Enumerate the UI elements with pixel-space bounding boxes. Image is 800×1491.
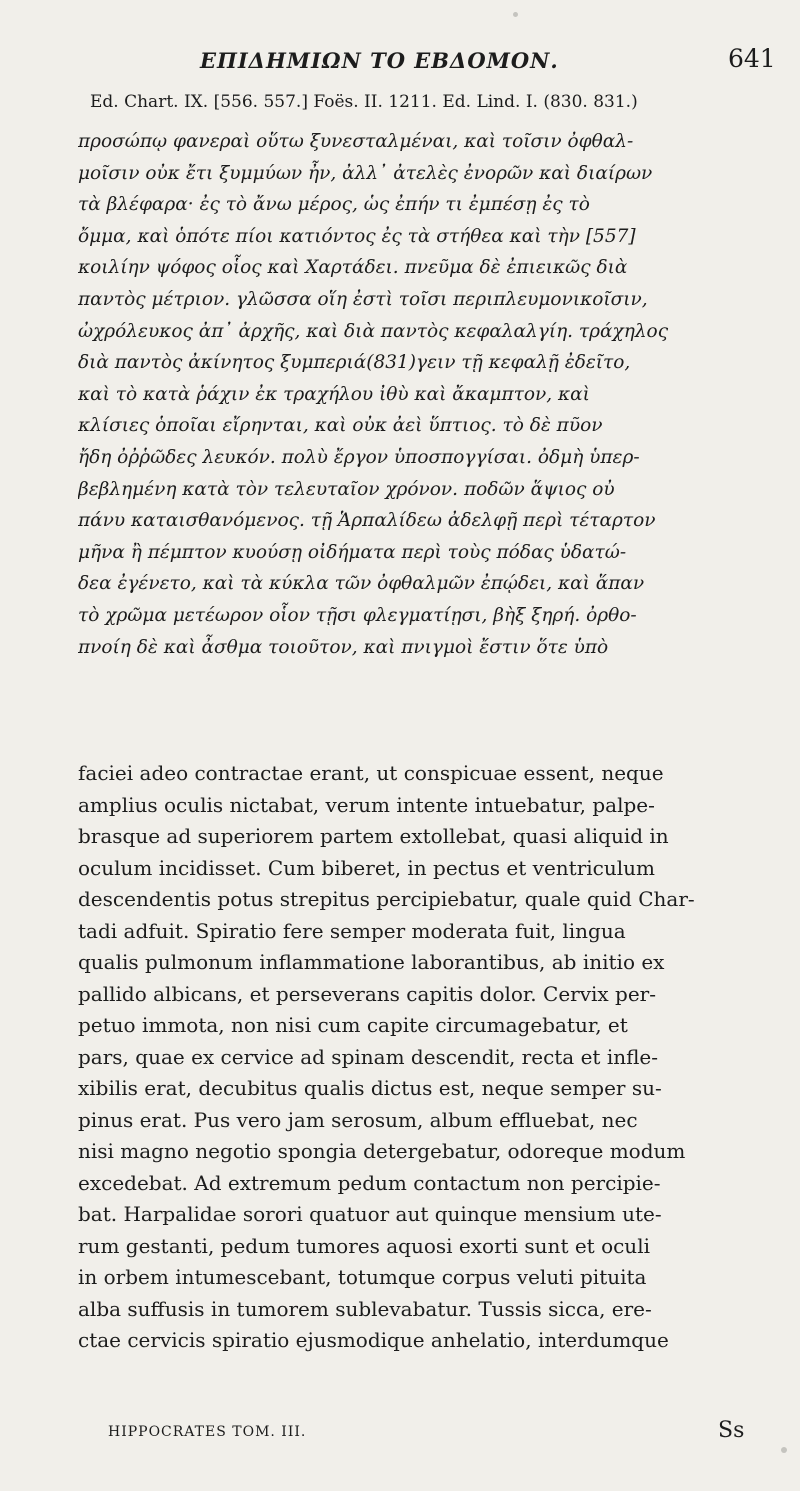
greek-text-line: κοιλίην ψόφος οἷος καὶ Χαρτάδει. πνεῦμα δὲ ἐπιεικῶς διὰ: [78, 257, 628, 279]
latin-text-line: descendentis potus strepitus percipiebatur, quale quid Char-: [78, 887, 695, 911]
running-title: ΕΠΙΔΗΜΙΩΝ ΤΟ ΕΒΔΟΜΟΝ.: [200, 48, 559, 73]
greek-text-line: δεα ἐγένετο, καὶ τὰ κύκλα τῶν ὀφθαλμῶν ἐπῴδει, καὶ ἅπαν: [78, 573, 645, 595]
greek-text-line: μοῖσιν οὐκ ἔτι ξυμμύων ἦν, ἀλλ᾽ ἀτελὲς ἐνορῶν καὶ διαίρων: [78, 162, 653, 184]
latin-text-line: in orbem intumescebant, totumque corpus veluti pituita: [78, 1265, 647, 1289]
greek-text-line: πνοίη δὲ καὶ ἆσθμα τοιοῦτον, καὶ πνιγμοὶ ἔστιν ὅτε ὑπὸ: [78, 636, 609, 658]
latin-text-line: bat. Harpalidae sorori quatuor aut quinque mensium ute-: [78, 1202, 662, 1226]
latin-text-line: ctae cervicis spiratio ejusmodique anhelatio, interdumque: [78, 1328, 669, 1352]
greek-text-line: τὰ βλέφαρα· ἐς τὸ ἄνω μέρος, ὡς ἐπήν τι ἐμπέσῃ ἐς τὸ: [78, 194, 590, 216]
latin-text-line: alba suffusis in tumorem sublevabatur. Tussis sicca, ere-: [78, 1296, 652, 1321]
greek-text-line: πάνυ καταισθανόμενος. τῇ Ἁρπαλίδεω ἀδελφῇ περὶ τέταρτον: [78, 510, 656, 532]
greek-text-line: ὠχρόλευκος ἀπ᾽ ἀρχῆς, καὶ διὰ παντὸς κεφαλαλγίη. τράχηλος: [78, 320, 669, 342]
latin-text-line: qualis pulmonum inflammatione laborantibus, ab initio ex: [78, 950, 665, 974]
ink-speck: [781, 1447, 787, 1453]
footer-note: HIPPOCRATES TOM. III.: [108, 1424, 307, 1440]
page-header: [0, 42, 800, 82]
greek-text-line: διὰ παντὸς ἀκίνητος ξυμπεριά(831)γειν τῇ κεφαλῇ ἐδεῖτο,: [78, 352, 631, 374]
greek-text-line: καὶ τὸ κατὰ ῥάχιν ἐκ τραχήλου ἰθὺ καὶ ἄκαμπτον, καὶ: [78, 383, 590, 405]
greek-text-line: κλίσιες ὁποῖαι εἴρηνται, καὶ οὐκ ἀεὶ ὕπτιος. τὸ δὲ πῦον: [78, 415, 603, 437]
signature-mark: Ss: [718, 1418, 745, 1443]
greek-text-line: ὄμμα, καὶ ὁπότε πίοι κατιόντος ἐς τὰ στήθεα καὶ τὴν [557]: [78, 225, 636, 247]
greek-text-line: μῆνα ἢ πέμπτον κυούσῃ οἰδήματα περὶ τοὺς πόδας ὑδατώ-: [78, 541, 627, 563]
latin-text-line: oculum incidisset. Cum biberet, in pectus et ventriculum: [78, 855, 655, 880]
greek-text-block: [78, 126, 778, 663]
latin-text-line: amplius oculis nictabat, verum intente intuebatur, palpe-: [78, 792, 655, 817]
latin-text-line: rum gestanti, pedum tumores aquosi exorti sunt et oculi: [78, 1233, 650, 1258]
latin-text-line: petuo immota, non nisi cum capite circumagebatur, et: [78, 1013, 628, 1037]
latin-text-line: xibilis erat, decubitus qualis dictus est, neque semper su-: [78, 1076, 662, 1100]
latin-text-line: brasque ad superiorem partem extollebat, quasi aliquid in: [78, 824, 669, 848]
latin-text-line: faciei adeo contractae erant, ut conspicuae essent, neque: [78, 761, 664, 785]
latin-text-line: pars, quae ex cervice ad spinam descendit, recta et infle-: [78, 1044, 659, 1069]
greek-text-line: παντὸς μέτριον. γλῶσσα οἵη ἐστὶ τοῖσι περιπλευμονικοῖσιν,: [78, 288, 648, 310]
edition-references: Ed. Chart. IX. [556. 557.] Foës. II. 1211. Ed. Lind. I. (830. 831.): [90, 92, 638, 112]
page-number: 641: [728, 44, 776, 73]
page-footer: [0, 1418, 800, 1458]
latin-text-block: [78, 758, 778, 1357]
greek-text-line: ἤδη ὀῤῥῶδες λευκόν. πολὺ ἔργον ὑποσπογγίσαι. ὀδμὴ ὑπερ-: [78, 446, 640, 468]
latin-text-line: pallido albicans, et perseverans capitis dolor. Cervix per-: [78, 981, 656, 1006]
greek-text-line: προσώπῳ φανεραὶ οὕτω ξυνεσταλμέναι, καὶ τοῖσιν ὀφθαλ-: [78, 131, 634, 152]
ink-speck: [513, 12, 518, 17]
greek-text-line: βεβλημένη κατὰ τὸν τελευταῖον χρόνον. ποδῶν ἅψιος οὐ: [78, 478, 615, 500]
latin-text-line: excedebat. Ad extremum pedum contactum non percipie-: [78, 1170, 661, 1195]
greek-text-line: τὸ χρῶμα μετέωρον οἷον τῇσι φλεγματίῃσι, βὴξ ξηρή. ὀρθο-: [78, 604, 637, 626]
latin-text-line: pinus erat. Pus vero jam serosum, album effluebat, nec: [78, 1107, 638, 1132]
latin-text-line: tadi adfuit. Spiratio fere semper moderata fuit, lingua: [78, 918, 626, 943]
latin-text-line: nisi magno negotio spongia detergebatur, odoreque modum: [78, 1139, 686, 1163]
